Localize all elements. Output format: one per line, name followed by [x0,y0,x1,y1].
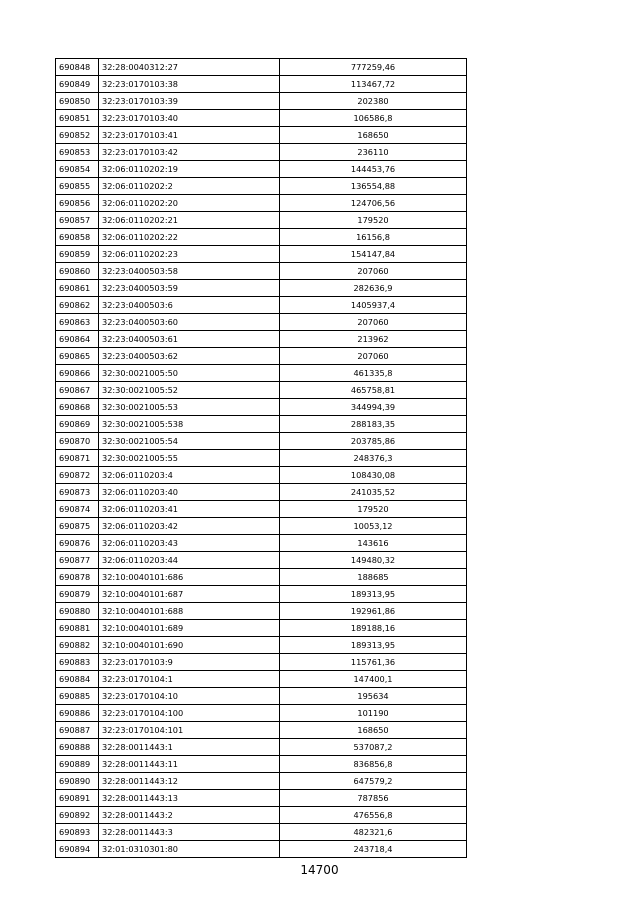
cadastral-number-cell: 32:28:0011443:13 [99,790,280,807]
table-row [56,314,467,331]
cadastral-number-cell: 32:10:0040101:688 [99,603,280,620]
row-number-cell: 690874 [56,501,99,518]
row-number-cell: 690876 [56,535,99,552]
table-row [56,365,467,382]
value-cell: 537087,2 [280,739,467,756]
value-cell: 207060 [280,314,467,331]
cadastral-number-cell: 32:30:0021005:52 [99,382,280,399]
table-row [56,484,467,501]
table-row [56,535,467,552]
cadastral-number-cell: 32:10:0040101:687 [99,586,280,603]
row-number-cell: 690852 [56,127,99,144]
row-number-cell: 690881 [56,620,99,637]
table-row [56,433,467,450]
cadastral-number-cell: 32:06:0110202:19 [99,161,280,178]
row-number-cell: 690858 [56,229,99,246]
row-number-cell: 690891 [56,790,99,807]
row-number-cell: 690859 [56,246,99,263]
cadastral-value-table [55,58,467,858]
cadastral-number-cell: 32:30:0021005:53 [99,399,280,416]
table-row [56,195,467,212]
cadastral-number-cell: 32:10:0040101:690 [99,637,280,654]
cadastral-number-cell: 32:06:0110202:20 [99,195,280,212]
cadastral-number-cell: 32:06:0110203:40 [99,484,280,501]
row-number-cell: 690868 [56,399,99,416]
cadastral-number-cell: 32:30:0021005:538 [99,416,280,433]
cadastral-number-cell: 32:28:0011443:1 [99,739,280,756]
value-cell: 113467,72 [280,76,467,93]
value-cell: 16156,8 [280,229,467,246]
cadastral-number-cell: 32:30:0021005:55 [99,450,280,467]
cadastral-number-cell: 32:23:0400503:60 [99,314,280,331]
table-row [56,518,467,535]
value-cell: 179520 [280,501,467,518]
row-number-cell: 690883 [56,654,99,671]
row-number-cell: 690872 [56,467,99,484]
value-cell: 195634 [280,688,467,705]
cadastral-number-cell: 32:23:0170103:38 [99,76,280,93]
cadastral-number-cell: 32:10:0040101:689 [99,620,280,637]
cadastral-number-cell: 32:30:0021005:50 [99,365,280,382]
table-row [56,161,467,178]
row-number-cell: 690886 [56,705,99,722]
value-cell: 465758,81 [280,382,467,399]
table-row [56,586,467,603]
cadastral-number-cell: 32:06:0110202:23 [99,246,280,263]
row-number-cell: 690857 [56,212,99,229]
table-row [56,76,467,93]
value-cell: 836856,8 [280,756,467,773]
cadastral-number-cell: 32:28:0011443:2 [99,807,280,824]
table-row [56,739,467,756]
table-row [56,773,467,790]
table-row [56,246,467,263]
row-number-cell: 690870 [56,433,99,450]
value-cell: 241035,52 [280,484,467,501]
row-number-cell: 690879 [56,586,99,603]
table-row [56,501,467,518]
cadastral-number-cell: 32:23:0400503:59 [99,280,280,297]
row-number-cell: 690853 [56,144,99,161]
row-number-cell: 690860 [56,263,99,280]
cadastral-number-cell: 32:28:0011443:3 [99,824,280,841]
table-row [56,212,467,229]
value-cell: 106586,8 [280,110,467,127]
table-row [56,110,467,127]
table-row [56,280,467,297]
table-row [56,790,467,807]
value-cell: 203785,86 [280,433,467,450]
table-row [56,382,467,399]
table-row [56,841,467,858]
cadastral-number-cell: 32:23:0170104:101 [99,722,280,739]
row-number-cell: 690884 [56,671,99,688]
value-cell: 189313,95 [280,637,467,654]
table-row [56,620,467,637]
table-row [56,671,467,688]
table-row [56,178,467,195]
value-cell: 344994,39 [280,399,467,416]
table-row [56,552,467,569]
table-body [56,59,467,858]
table-row [56,807,467,824]
row-number-cell: 690894 [56,841,99,858]
row-number-cell: 690865 [56,348,99,365]
value-cell: 168650 [280,722,467,739]
row-number-cell: 690878 [56,569,99,586]
value-cell: 288183,35 [280,416,467,433]
value-cell: 243718,4 [280,841,467,858]
row-number-cell: 690888 [56,739,99,756]
cadastral-number-cell: 32:23:0170103:41 [99,127,280,144]
row-number-cell: 690862 [56,297,99,314]
table-row [56,263,467,280]
row-number-cell: 690864 [56,331,99,348]
cadastral-number-cell: 32:06:0110203:42 [99,518,280,535]
value-cell: 207060 [280,263,467,280]
cadastral-number-cell: 32:23:0170103:9 [99,654,280,671]
row-number-cell: 690893 [56,824,99,841]
value-cell: 202380 [280,93,467,110]
cadastral-number-cell: 32:06:0110203:4 [99,467,280,484]
value-cell: 213962 [280,331,467,348]
cadastral-number-cell: 32:06:0110202:2 [99,178,280,195]
cadastral-number-cell: 32:06:0110203:41 [99,501,280,518]
value-cell: 282636,9 [280,280,467,297]
cadastral-number-cell: 32:23:0400503:62 [99,348,280,365]
cadastral-number-cell: 32:23:0400503:61 [99,331,280,348]
cadastral-number-cell: 32:23:0170103:39 [99,93,280,110]
value-cell: 115761,36 [280,654,467,671]
value-cell: 236110 [280,144,467,161]
table-row [56,59,467,76]
table-row [56,467,467,484]
value-cell: 248376,3 [280,450,467,467]
value-cell: 647579,2 [280,773,467,790]
table-row [56,722,467,739]
row-number-cell: 690882 [56,637,99,654]
row-number-cell: 690885 [56,688,99,705]
table-row [56,229,467,246]
cadastral-number-cell: 32:10:0040101:686 [99,569,280,586]
value-cell: 207060 [280,348,467,365]
row-number-cell: 690871 [56,450,99,467]
value-cell: 149480,32 [280,552,467,569]
value-cell: 189313,95 [280,586,467,603]
table-row [56,450,467,467]
value-cell: 147400,1 [280,671,467,688]
table-row [56,824,467,841]
cadastral-number-cell: 32:28:0011443:11 [99,756,280,773]
row-number-cell: 690887 [56,722,99,739]
value-cell: 192961,86 [280,603,467,620]
row-number-cell: 690892 [56,807,99,824]
value-cell: 101190 [280,705,467,722]
row-number-cell: 690863 [56,314,99,331]
value-cell: 10053,12 [280,518,467,535]
table-row [56,416,467,433]
value-cell: 143616 [280,535,467,552]
table-row [56,297,467,314]
row-number-cell: 690877 [56,552,99,569]
cadastral-number-cell: 32:06:0110203:44 [99,552,280,569]
table-row [56,569,467,586]
row-number-cell: 690849 [56,76,99,93]
value-cell: 777259,46 [280,59,467,76]
row-number-cell: 690866 [56,365,99,382]
table-row [56,144,467,161]
row-number-cell: 690880 [56,603,99,620]
value-cell: 168650 [280,127,467,144]
value-cell: 144453,76 [280,161,467,178]
cadastral-number-cell: 32:06:0110202:21 [99,212,280,229]
cadastral-number-cell: 32:23:0170104:1 [99,671,280,688]
cadastral-number-cell: 32:28:0011443:12 [99,773,280,790]
cadastral-number-cell: 32:23:0170103:40 [99,110,280,127]
table-row [56,93,467,110]
value-cell: 461335,8 [280,365,467,382]
value-cell: 482321,6 [280,824,467,841]
cadastral-number-cell: 32:30:0021005:54 [99,433,280,450]
row-number-cell: 690855 [56,178,99,195]
table-row [56,127,467,144]
table-row [56,603,467,620]
cadastral-number-cell: 32:23:0170104:100 [99,705,280,722]
cadastral-number-cell: 32:01:0310301:80 [99,841,280,858]
table-row [56,688,467,705]
row-number-cell: 690869 [56,416,99,433]
row-number-cell: 690890 [56,773,99,790]
cadastral-number-cell: 32:23:0170104:10 [99,688,280,705]
value-cell: 189188,16 [280,620,467,637]
row-number-cell: 690873 [56,484,99,501]
row-number-cell: 690856 [56,195,99,212]
row-number-cell: 690889 [56,756,99,773]
table-row [56,756,467,773]
value-cell: 124706,56 [280,195,467,212]
table-row [56,705,467,722]
table-row [56,637,467,654]
row-number-cell: 690850 [56,93,99,110]
table-row [56,348,467,365]
table-row [56,331,467,348]
row-number-cell: 690861 [56,280,99,297]
value-cell: 787856 [280,790,467,807]
row-number-cell: 690875 [56,518,99,535]
cadastral-number-cell: 32:06:0110202:22 [99,229,280,246]
value-cell: 179520 [280,212,467,229]
row-number-cell: 690854 [56,161,99,178]
row-number-cell: 690867 [56,382,99,399]
cadastral-number-cell: 32:23:0400503:6 [99,297,280,314]
row-number-cell: 690851 [56,110,99,127]
value-cell: 136554,88 [280,178,467,195]
cadastral-number-cell: 32:06:0110203:43 [99,535,280,552]
value-cell: 108430,08 [280,467,467,484]
cadastral-number-cell: 32:23:0170103:42 [99,144,280,161]
cadastral-number-cell: 32:23:0400503:58 [99,263,280,280]
value-cell: 188685 [280,569,467,586]
value-cell: 476556,8 [280,807,467,824]
cadastral-number-cell: 32:28:0040312:27 [99,59,280,76]
row-number-cell: 690848 [56,59,99,76]
value-cell: 154147,84 [280,246,467,263]
table-row [56,654,467,671]
table-row [56,399,467,416]
value-cell: 1405937,4 [280,297,467,314]
page-number: 14700 [300,863,339,877]
